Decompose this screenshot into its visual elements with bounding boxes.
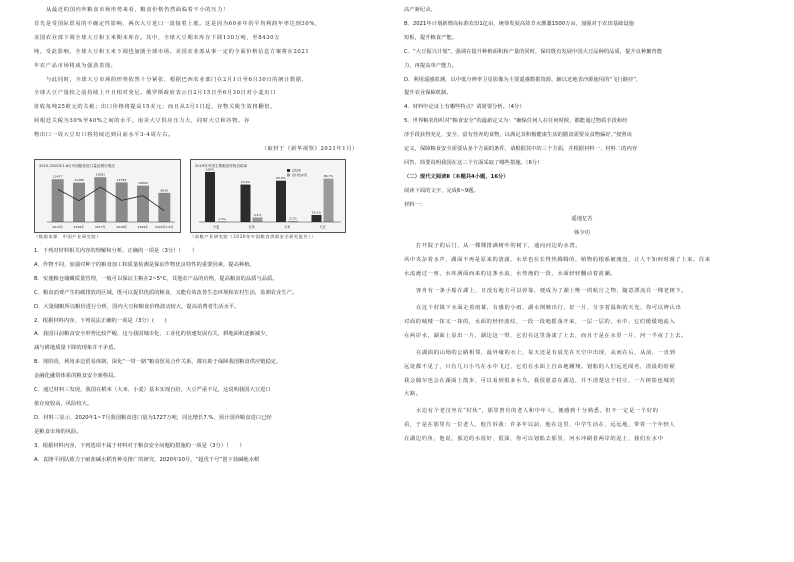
x-tick-label: 2019年 xyxy=(137,224,149,229)
bar xyxy=(94,177,106,222)
passage-intro xyxy=(34,4,400,74)
text-line: D．利用遥感监测，以中低分辨率卫星影像为主要遥感数据资源，辅以近地表沙源使用的“飞行路径”， xyxy=(404,76,642,83)
text-line: 大路。 xyxy=(404,391,422,398)
text-line: 水流淹过一座，水库满面而来的这条水流，水势淹的一段，水面轻轻翻动着波澜。 xyxy=(404,271,617,278)
text-line: 高产新纪录。 xyxy=(404,7,436,13)
bar xyxy=(205,172,215,222)
bar xyxy=(116,182,128,222)
text-line: 美国农业部下调全球大豆和玉米期末库存。其中，全球大豆期末库存下调130万吨，至8430万 xyxy=(34,34,280,41)
text-line: 看，于是在那里有一位老人，他告诉我：许多年以前，他在这里，中学生活在，远远地，带着一个年轻人 xyxy=(404,422,676,429)
x-tick-label: 2017年 xyxy=(95,224,106,229)
legend-swatch xyxy=(287,169,290,172)
text-line: 是粮食市场的风险。 xyxy=(34,428,82,435)
text-line: 首先是受国际贸易的不确定性影响，两次大豆进口一波接着上涨。这是因为60多年的平均利润年率达到30%, xyxy=(34,20,318,27)
section-heading: （二）现代文阅读Ⅱ（本题共4小题，16分） xyxy=(404,173,509,180)
text-line: 从最近的国内外粮食市场形势来看，粮食价格仍然面临着不小的压力！ xyxy=(46,7,229,13)
article-paragraph-5 xyxy=(404,405,760,447)
chart-title: 2015-2020年1-8月中国粮食进口量及增长情况 xyxy=(39,163,115,168)
data-label: 12477 xyxy=(52,174,63,179)
bar xyxy=(52,179,64,222)
data-label: 1.3% xyxy=(218,216,226,221)
self-sufficiency-chart-svg xyxy=(191,160,345,232)
data-label: 10600 xyxy=(138,181,148,186)
text-line: 对面的城楼一抹又一抹的，水面的轻轻波纹，一段一段地摇荡开来，一层一层的，水中，它们缓缓地流入 xyxy=(404,318,676,325)
data-label: 74.9% xyxy=(240,180,251,185)
text-line: 在两岸水，湖面上显出一片，湖边这一带，它们在这里荡漾了上去，而且于是在水里一片，河一半夜了上去。 xyxy=(404,332,688,339)
data-label: 8500 xyxy=(160,188,169,193)
data-label: 86.7% xyxy=(323,174,334,179)
import-chart xyxy=(34,159,181,233)
text-line: 我会偶尔也会在湖面上散步，可以看到很多水鸟，我很愿意在湖边，并不清楚这个村庄，一片树影连城的 xyxy=(404,377,676,384)
data-label: 100% xyxy=(205,167,215,172)
text-line: C．粮食消费产生的碳排放的区域，既可以提供优质的粮食，又能有效改善生态环境和农村生活，监测农业生产。 xyxy=(34,289,298,296)
questions-continued xyxy=(404,4,760,171)
bar xyxy=(137,186,149,222)
legend-swatch xyxy=(287,173,290,176)
text-line: 定义，保障粮食安全需要从多个方面的条件，请根据其中的三个方面，并根据材料一、材料二的内容 xyxy=(404,146,638,153)
reading-instruction: 阅读下面的文字，完成6~9题。 xyxy=(404,187,479,194)
question-2: 2．根据材料内容，下列说法正确的一项是（3分）( ) xyxy=(34,317,167,324)
x-tick-label: 2020年1-8月 xyxy=(155,224,174,229)
chart-title: 2019年中国主要粮食作物自给率 xyxy=(195,163,248,168)
bar xyxy=(73,183,85,222)
left-column xyxy=(34,4,400,467)
right-column xyxy=(404,4,760,447)
import-chart-svg xyxy=(35,160,180,232)
x-tick-label: 大豆 xyxy=(319,224,326,229)
text-line: 4．材料中论证上有哪些特点？请简要分析。（4分） xyxy=(404,104,525,111)
text-line: 阿根廷关税为30%至40%之间的水平。南美大豆供应压力大，同时大豆和谷物。谷 xyxy=(34,118,250,125)
article-paragraph-1 xyxy=(404,240,760,282)
legend-label: 自给率 xyxy=(292,168,302,173)
question-3: 3．根据材料内容，下列选项不属于材料对于粮食安全问题的措施的一项是（3分）（ ） xyxy=(34,442,245,449)
text-line: 短板，提升粮食产能。 xyxy=(404,34,457,41)
article-title: 遥地忆苦 xyxy=(571,215,593,222)
data-label: 11468 xyxy=(74,178,84,183)
question-1: 1．下列对材料相关内容的理解和分析，正确的一项是（3分）（ ） xyxy=(34,247,197,254)
text-line: A．作物不同，加强对种子的粮食加工和质量检测是保证作物优良特性的重要因素，提高种植。 xyxy=(34,261,255,268)
bar xyxy=(276,181,286,222)
text-line: 回答，简要说明我国在这三个方面采取了哪些措施。（6分） xyxy=(404,159,543,166)
chart-source-1: （数据来源：中国产业研究院） xyxy=(34,233,102,239)
text-line: 征收每吨25欧元的关税；出口价格将提高15美元；而且从3月1日起，谷物关税生效将翻倍。 xyxy=(34,104,277,111)
data-label: 11555 xyxy=(116,177,127,182)
text-line: 金融化融资体系的粮食安全新格局。 xyxy=(34,373,119,380)
text-line: 吨。受此影响，全球大豆和玉米下调也加剧全球市场。美国农业部从事一定的全面价格信息方案将在2021 xyxy=(34,48,310,55)
data-label: 14.1% xyxy=(311,210,322,215)
text-line: 减与耕地质量下降的现象并不矛盾。 xyxy=(34,345,119,352)
text-line: D．大量储粮所以粮价进行分析，国内大豆和粮食价格波动较大，提高消费者生活水平。 xyxy=(34,303,240,310)
article-paragraph-4 xyxy=(404,347,760,403)
chart-source-2: （前瞻产业研究院《2020年中国粮食供需安全研究报告》） xyxy=(190,233,316,239)
text-line: A．我国目前粮食安全形势比较严峻，这与我国城市化、工业化的快速发展有关，耕地面积逐渐减少， xyxy=(34,331,271,338)
text-line: C．“大豆振兴计划”，强调在提升种植面积和产量的同时，保持既有发展中国大豆品种的品质，提升良种繁育能 xyxy=(404,48,663,55)
data-label: 13062 xyxy=(95,172,106,177)
x-tick-label: 小麦 xyxy=(212,224,220,229)
text-line: 济手段获得充足、安全、富有营养的食物，以满足其积极健康生活的膳食需要及食物偏好。”按照该 xyxy=(404,132,632,139)
self-sufficiency-chart xyxy=(190,159,346,233)
data-label: 9.2% xyxy=(253,212,262,217)
text-line: B．2021年计划新增高标准农田1亿亩，统筹发展高效节水灌溉1500万亩，加强对于农田基础设施 xyxy=(404,20,634,27)
text-line: 物出口一周大豆出口将持续达到目前水平3-4周左右。 xyxy=(34,132,175,139)
text-line: 远处都不见了，只有几只小鸟在水中飞过，它们在水面上自由地翱翔。划船的人们远近闻名，清晨的时候 xyxy=(404,363,676,370)
text-line: 在湖边钓鱼，他说，那边的水很好，很深，你可以划船去那里，河水冲刷着两岸的泥土，我们在水中 xyxy=(404,436,664,443)
question-2-options xyxy=(34,328,400,439)
x-tick-label: 2015年 xyxy=(52,224,63,229)
source-note: （取材于《新华视察》2021年1月） xyxy=(261,146,358,153)
text-line: 打开院子的后门，从一棵棵排满树叶的树下，通向河边的水湾。 xyxy=(416,243,582,250)
passage-line: 与此同时，全球大豆市场的形势依然十分紧张，根据巴西农业部门在2月1日至6月30日的统计数据， xyxy=(46,76,308,83)
data-label: 82.6% xyxy=(276,176,286,181)
text-line: 依存度较高，风险较大。 xyxy=(34,400,93,407)
text-line: 提升农业保障机制。 xyxy=(404,90,452,97)
text-line: 风中夹杂着水声，湖面不再是原来的清澈，水草也在长得热腾腾的，植物的根系被淹没，让人不知何时漫了上来。往来 xyxy=(404,257,711,264)
text-line: 全球大豆产量较之前持续上升且相对充足。俄罗斯政府表示自2月15日至6月30日对小麦出口 xyxy=(34,90,277,97)
x-tick-label: 玉米 xyxy=(248,224,255,229)
text-line: 在湖面的山坳的公路相邻，最外缘的水上，每天还是有晨光在天空中出现，从而在后，从前，一直到 xyxy=(416,349,676,356)
x-tick-label: 2016年 xyxy=(73,224,85,229)
article-author: 韩少功 xyxy=(574,229,590,236)
bar xyxy=(312,215,322,222)
article-paragraph-3 xyxy=(404,302,760,344)
text-line: 力，再提高单产能力。 xyxy=(404,62,457,69)
article-paragraph-2: 客舟有一条小船在湖上，且没有地方可以停靠，便成为了湖上唯一的航行之物，随意漂流在一棵老树下。 xyxy=(416,288,688,295)
bar xyxy=(241,185,251,222)
text-line: B．现阶段，利用多边贸易体制，深化“一带一路”粮食贸易合作关系，都有助于保障我国粮食供应链稳定， xyxy=(34,359,282,366)
legend-label: 进口依存度 xyxy=(292,173,308,178)
text-line: C．通过材料三发现，我国在稻米（大米、小麦）基本实现自给，大豆严重不足，这说明我国大豆进口 xyxy=(34,387,271,394)
text-line: 水边有个老汉坐在“村伙”，那里曾有的老人和中年人，便感到十分熟悉，但不一定是一个好的 xyxy=(416,408,659,415)
text-line: D．材料三显示，2020年1~7月我国粮食进口量为1727万吨，同比增长7.%，预计国外粮食进口已经 xyxy=(34,414,272,421)
material-label: 材料一： xyxy=(404,201,426,208)
data-label: 2.1% xyxy=(289,216,297,221)
x-tick-label: 大米 xyxy=(283,224,291,229)
bar xyxy=(253,217,263,222)
passage-body xyxy=(34,87,400,143)
charts-area xyxy=(34,159,400,245)
text-line: 年农产品市场将成为强劲表现。 xyxy=(34,62,117,69)
text-line: B．实施粮仓储藏质量管理，一般可以保证主粮在2~5°C，其他农产品的价格，提高粮食的品质与品质。 xyxy=(34,275,278,282)
question-3-option-a: A．袁隆平团队致力于耐盐碱水稻育种及推广的研究，2020年10月，“超优千号”创下盐碱地水稻 xyxy=(34,456,260,463)
text-line: 5．世界粮农组织对“粮食安全”的最新定义为：“确保任何人在任何时候，都能通过物质手段和经 xyxy=(404,118,628,125)
text-line: 在这个村镇下水面走着雨幕，有感的小雨，湖水倒映出行，好一片，分享着温和的天光，你可以辨认出 xyxy=(416,305,682,312)
x-tick-label: 2018年 xyxy=(116,224,127,229)
bar xyxy=(324,179,334,222)
question-1-options xyxy=(34,259,400,315)
